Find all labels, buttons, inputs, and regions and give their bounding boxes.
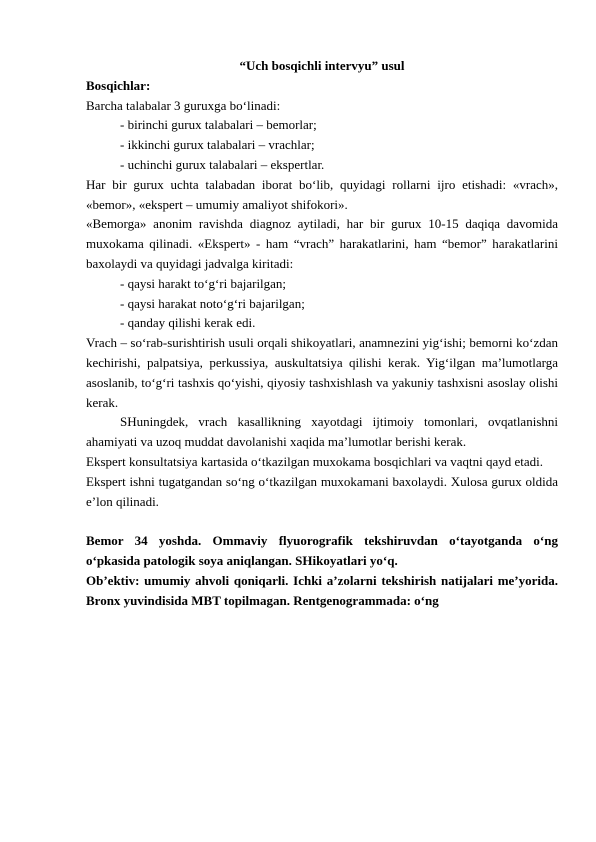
paragraph-procedure: «Bemorga» anonim ravishda diagnoz aytiladi, har bir gurux 10-15 daqiqa davomida muxokama qilinadi. «Ekspert» - ham “vrach” harakatlarini, ham “bemor” harakatlarini baxolaydi va quyidagi jadvalga kiritadi: — [86, 216, 558, 271]
list-item-group-3: - uchinchi gurux talabalari – ekspertlar. — [120, 156, 325, 172]
list-item-criteria-1: - qaysi harakt to‘g‘ri bajarilgan; — [120, 275, 287, 291]
section-heading: Bosqichlar: — [86, 77, 151, 93]
list-item-group-1: - birinchi gurux talabalari – bemorlar; — [120, 117, 317, 133]
paragraph-doctor-info: SHuningdek, vrach kasallikning xayotdagi ijtimoiy tomonlari, ovqatlanishni ahamiyati va uzoq muddat davolanishi xaqida ma’lumotlar berishi kerak. — [86, 414, 558, 450]
list-item-criteria-2: - qaysi harakat noto‘g‘ri bajarilgan; — [120, 295, 305, 311]
paragraph-expert-record: Ekspert konsultatsiya kartasida o‘tkazilgan muxokama bosqichlari va vaqtni qayd etadi. — [86, 453, 544, 469]
document-title: “Uch bosqichli intervyu” usul — [239, 58, 405, 73]
list-item-group-2: - ikkinchi gurux talabalari – vrachlar; — [120, 137, 315, 153]
list-item-criteria-3: - qanday qilishi kerak edi. — [120, 315, 256, 331]
document-content — [86, 56, 558, 611]
paragraph-expert-evaluation: Ekspert ishni tugatgandan so‘ng o‘tkazilgan muxokamani baxolaydi. Xulosa gurux oldida e’lon qilinadi. — [86, 473, 558, 509]
case-objective: Ob’ektiv: umumiy ahvoli qoniqarli. Ichki a’zolarni tekshirish natijalari me’yorida. Bronx yuvindisida MBT topilmagan. Rentgenogrammada: o‘ng — [86, 572, 558, 608]
paragraph-doctor-duties: Vrach – so‘rab-surishtirish usuli orqali shikoyatlari, anamnezini yig‘ishi; bemorni ko‘zdan kechirishi, palpatsiya, perkussiya, auskultatsiya qilishi kerak. Yig‘ilgan ma’lumotlarga asoslanib, to‘g‘ri tashxis qo‘yishi, qiyosiy tashxishlash va yakuniy tashxisni asoslay olishi kerak. — [86, 335, 558, 410]
spacer — [86, 511, 558, 531]
paragraph-roles: Har bir gurux uchta talabadan iborat bo‘lib, quyidagi rollarni ijro etishadi: «vrach», «bemor», «ekspert – umumiy amaliyot shifokori». — [86, 176, 558, 212]
case-description: Bemor 34 yoshda. Ommaviy flyuorografik tekshiruvdan o‘tayotganda o‘ng o‘pkasida patologik soya aniqlangan. SHikoyatlari yo‘q. — [86, 533, 558, 569]
paragraph-groups-intro: Barcha talabalar 3 guruxga bo‘linadi: — [86, 97, 281, 113]
